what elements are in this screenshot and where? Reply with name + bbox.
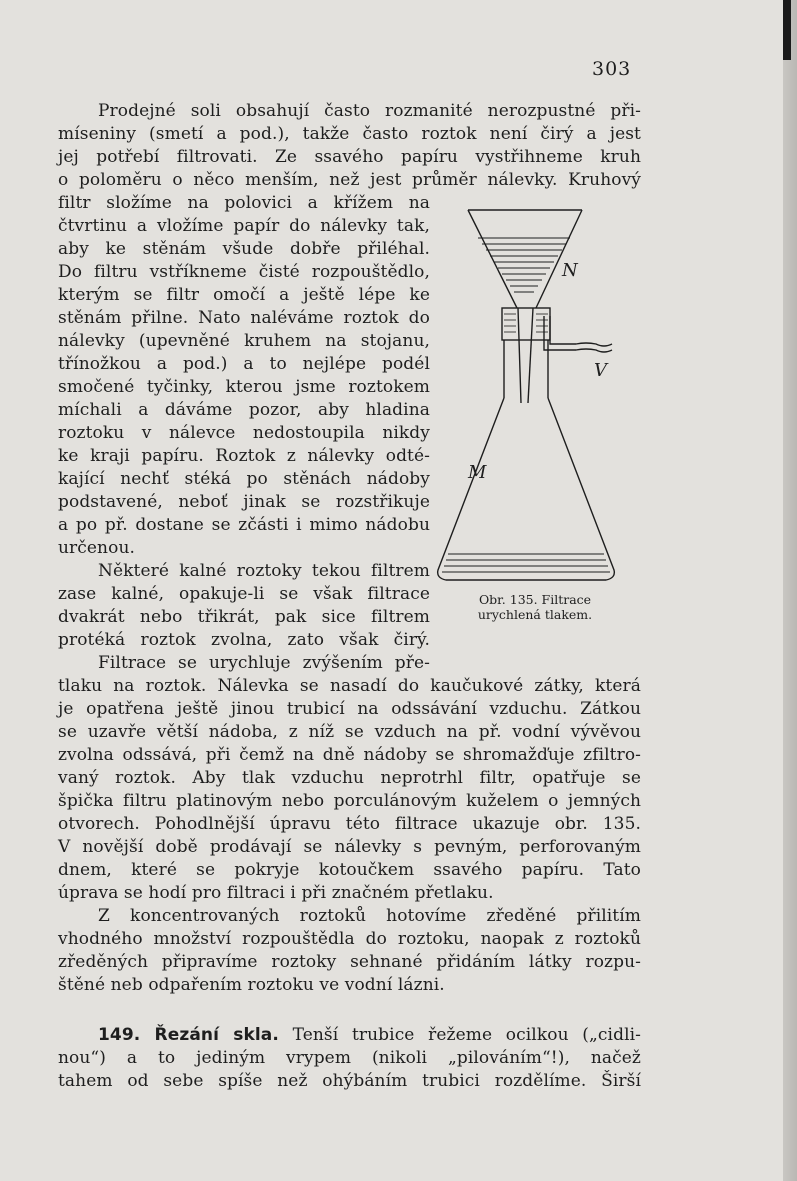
text-line: dnem, které se pokryje kotoučkem ssavého papíru. Tato <box>58 860 641 880</box>
text-line: nou“) a to jediným vrypem (nikoli „pilováním“!), načež <box>58 1048 641 1068</box>
label-v: V <box>594 360 607 381</box>
text-line: kterým se filtr omočí a ještě lépe ke <box>58 285 430 305</box>
text-line: tlaku na roztok. Nálevka se nasadí do kaučukové zátky, která <box>58 676 641 696</box>
label-m: M <box>468 462 487 483</box>
text-line: Z koncentrovaných roztoků hotovíme zředěné přilitím <box>98 906 641 926</box>
text-line: otvorech. Pohodlnější úpravu této filtrace ukazuje obr. 135. <box>58 814 641 834</box>
filtration-apparatus-figure <box>426 198 636 608</box>
caption-line: Obr. 135. Filtrace <box>478 592 592 607</box>
text-line: míchali a dáváme pozor, aby hladina <box>58 400 430 420</box>
text-line: ke kraji papíru. Roztok z nálevky odté- <box>58 446 430 466</box>
text-line: V novější době prodávají se nálevky s pevným, perforovaným <box>58 837 641 857</box>
caption-line: urychlená tlakem. <box>477 607 593 622</box>
text-line: zvolna odssává, při čemž na dně nádoby se shromažďuje zfiltro- <box>58 745 641 765</box>
text-line: zase kalné, opakuje-li se však filtrace <box>58 584 430 604</box>
text-line: tahem od sebe spíše než ohýbáním trubici rozdělíme. Širší <box>58 1071 641 1091</box>
text-line: Prodejné soli obsahují často rozmanité nerozpustné při- <box>98 101 641 121</box>
text-line: o poloměru o něco menším, než jest průměr nálevky. Kruhový <box>58 170 641 190</box>
section-first-line <box>98 1024 641 1047</box>
text-line: jej potřebí filtrovati. Ze ssavého papíru vystřihneme kruh <box>58 147 641 167</box>
text-line: špička filtru platinovým nebo porculánovým kuželem o jemných <box>58 791 641 811</box>
text-line: Některé kalné roztoky tekou filtrem <box>98 561 430 581</box>
text-line: je opatřena ještě jinou trubicí na odssávání vzduchu. Zátkou <box>58 699 641 719</box>
text-line: vhodného množství rozpouštědla do roztoku, naopak z roztoků <box>58 929 641 949</box>
figure-caption <box>455 592 615 622</box>
text-line: Filtrace se urychluje zvýšením pře- <box>98 653 430 673</box>
text-line: čtvrtinu a vložíme papír do nálevky tak, <box>58 216 430 236</box>
page-number: 303 <box>592 58 632 80</box>
text-line: protéká roztok zvolna, zato však čirý. <box>58 630 430 650</box>
text-line: filtr složíme na polovici a křížem na <box>58 193 430 213</box>
side-tube <box>544 316 612 352</box>
funnel-left-wall <box>468 210 517 308</box>
filtrate-hatching <box>442 554 610 572</box>
text-line: vaný roztok. Aby tlak vzduchu neprotrhl filtr, opatřuje se <box>58 768 641 788</box>
text-line: třínožkou a pod.) a to nejlépe podél <box>58 354 430 374</box>
text-line: stěnám přilne. Nato naléváme roztok do <box>58 308 430 328</box>
text-line: nálevky (upevněné kruhem na stojanu, <box>58 331 430 351</box>
page-edge-shadow <box>783 0 791 60</box>
side-tube-inner <box>550 316 612 346</box>
text-line: smočené tyčinky, kterou jsme roztokem <box>58 377 430 397</box>
text-line: se uzavře větší nádoba, z níž se vzduch na př. vodní vývěvou <box>58 722 641 742</box>
text-line: úprava se hodí pro filtraci i při značném přetlaku. <box>58 883 494 903</box>
text-line: určenou. <box>58 538 135 558</box>
section-heading: 149. Řezání skla. <box>98 1025 279 1045</box>
funnel-right-wall <box>536 210 582 308</box>
text-line: zředěných připravíme roztoky sehnané přidáním látky rozpu- <box>58 952 641 972</box>
text-line: Tenší trubice řežeme ocilkou („cidli- <box>278 1025 641 1045</box>
text-line: dvakrát nebo třikrát, pak sice filtrem <box>58 607 430 627</box>
text-line: míseniny (smetí a pod.), takže často roztok není čirý a jest <box>58 124 641 144</box>
text-line: roztoku v nálevce nedostoupila nikdy <box>58 423 430 443</box>
page-edge <box>783 0 797 1181</box>
text-line: a po př. dostane se zčásti i mimo nádobu <box>58 515 430 535</box>
text-line: kající nechť stéká po stěnách nádoby <box>58 469 430 489</box>
rubber-stopper <box>502 308 550 340</box>
flask-body <box>438 398 615 580</box>
text-line: Do filtru vstříkneme čisté rozpouštědlo, <box>58 262 430 282</box>
label-n: N <box>562 260 578 281</box>
text-line: aby ke stěnám všude dobře přiléhal. <box>58 239 430 259</box>
text-line: štěné neb odpařením roztoku ve vodní lázni. <box>58 975 445 995</box>
text-line: podstavené, neboť jinak se rozstřikuje <box>58 492 430 512</box>
